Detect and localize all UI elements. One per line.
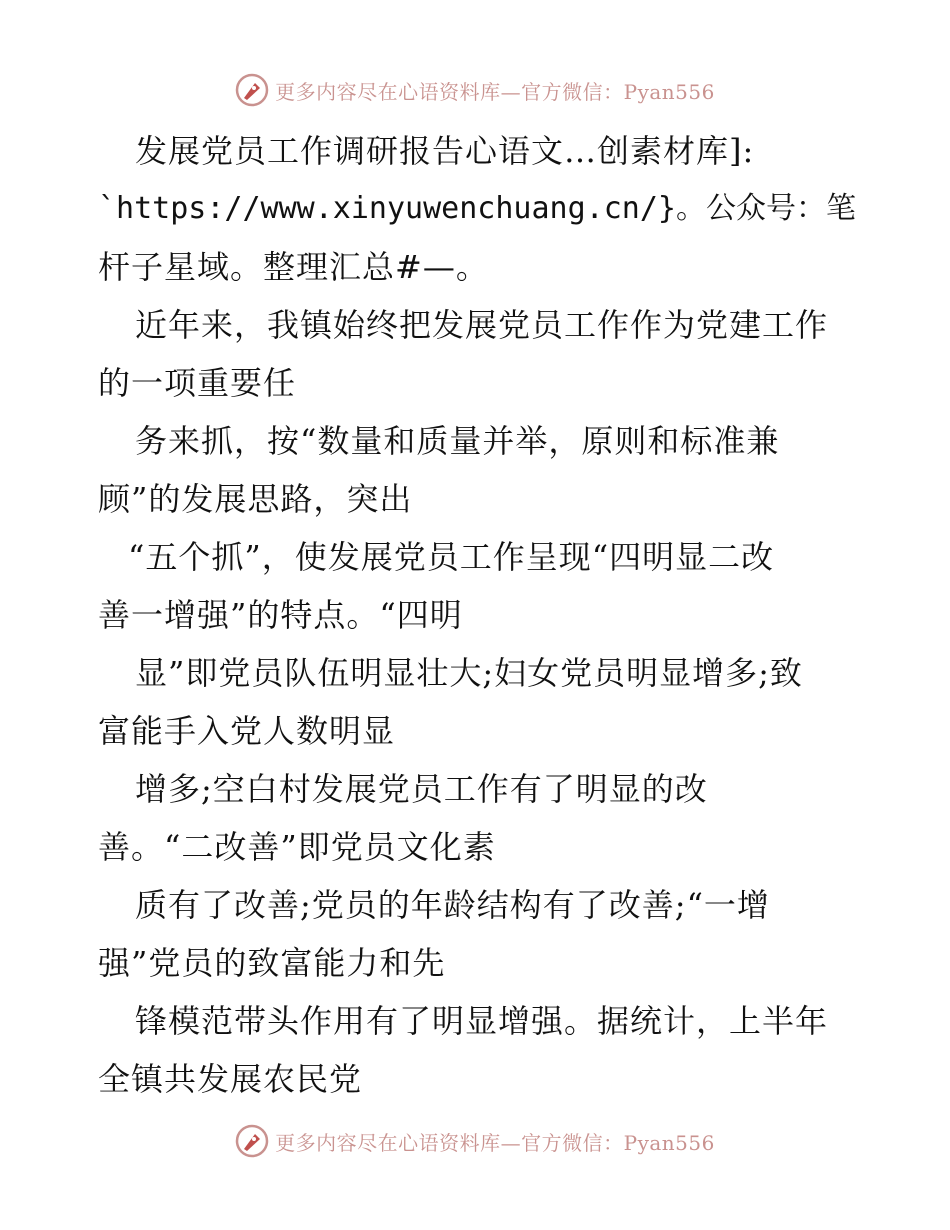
- footer-watermark: [0, 1121, 950, 1161]
- footer-watermark-text: 更多内容尽在心语资料库—官方微信：Pyan556: [275, 1130, 715, 1155]
- paragraph-line: 顾”的发展思路，突出: [98, 480, 413, 518]
- header-watermark: [0, 70, 950, 110]
- paragraph-line: 显”即党员队伍明显壮大;妇女党员明显增多;致: [135, 654, 803, 692]
- paragraph-line: `https://www.xinyuwenchuang.cn/}。公众号：笔: [98, 191, 856, 226]
- paragraph-line: “五个抓”，使发展党员工作呈现“四明显二改: [128, 538, 775, 576]
- paragraph-line: 强”党员的致富能力和先: [98, 944, 446, 982]
- paragraph-line: 全镇共发展农民党: [98, 1060, 363, 1098]
- document-body: [98, 122, 858, 1108]
- paragraph-line: 的一项重要任: [98, 364, 297, 402]
- paragraph-line: 增多;空白村发展党员工作有了明显的改: [135, 770, 708, 808]
- paragraph-line: 务来抓，按“数量和质量并举，原则和标准兼: [135, 422, 780, 460]
- paragraph-line: 富能手入党人数明显: [98, 712, 396, 750]
- pen-nib-logo-icon: [235, 73, 269, 107]
- pen-nib-logo-icon: [235, 1124, 269, 1158]
- paragraph-line: 质有了改善;党员的年龄结构有了改善;“一增: [135, 886, 770, 924]
- paragraph-line: 善一增强”的特点。“四明: [98, 596, 463, 634]
- paragraph-line: 近年来，我镇始终把发展党员工作作为党建工作: [135, 306, 829, 344]
- paragraph-line: 发展党员工作调研报告心语文…创素材库]:: [135, 132, 755, 170]
- header-watermark-text: 更多内容尽在心语资料库—官方微信：Pyan556: [275, 79, 715, 104]
- paragraph-line: 锋模范带头作用有了明显增强。据统计，上半年: [135, 1002, 829, 1040]
- paragraph-line: 善。“二改善”即党员文化素: [98, 828, 496, 866]
- paragraph-line: 杆子星域。整理汇总#—。: [98, 248, 489, 286]
